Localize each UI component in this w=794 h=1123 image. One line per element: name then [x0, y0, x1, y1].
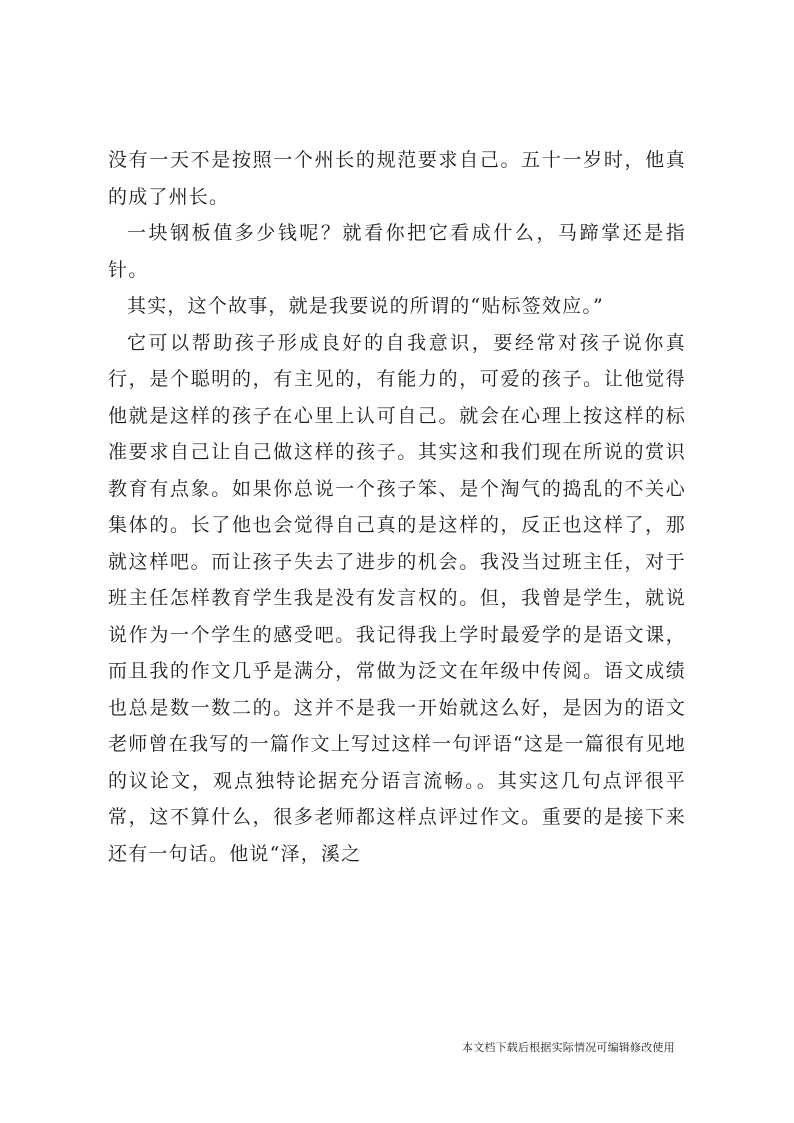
footer-note: 本文档下载后根据实际情况可编辑修改使用: [462, 1041, 675, 1054]
document-body: [108, 142, 686, 872]
paragraph-label-effect: 其实，这个故事，就是我要说的所谓的“贴标签效应。”: [127, 295, 604, 317]
paragraph-steel-plate: 一块钢板值多少钱呢？就看你把它看成什么，马蹄掌还是指针。: [108, 222, 686, 281]
paragraph-continuation: 没有一天不是按照一个州长的规范要求自己。五十一岁时，他真的成了州长。: [108, 149, 686, 208]
paragraph-self-awareness: 它可以帮助孩子形成良好的自我意识，要经常对孩子说你真行，是个聪明的，有主见的，有能力的，可爱的孩子。让他觉得他就是这样的孩子在心里上认可自己。就会在心理上按这样的标准要求自己让自己做这样的孩子。其实这和我们现在所说的赏识教育有点象。如果你总说一个孩子笨、是个淘气的捣乱的不关心集体的。长了他也会觉得自己真的是这样的，反正也这样了，那就这样吧。而让孩子失去了进步的机会。我没当过班主任，对于班主任怎样教育学生我是没有发言权的。但，我曾是学生，就说说作为一个学生的感受吧。我记得我上学时最爱学的是语文课，而且我的作文几乎是满分，常做为泛文在年级中传阅。语文成绩也总是数一数二的。这并不是我一开始就这么好，是因为的语文老师曾在我写的一篇作文上写过这样一句评语“这是一篇很有见地的议论文，观点独特论据充分语言流畅。。其实这几句点评很平常，这不算什么，很多老师都这样点评过作文。重要的是接下来还有一句话。他说“泽，溪之: [108, 331, 686, 865]
